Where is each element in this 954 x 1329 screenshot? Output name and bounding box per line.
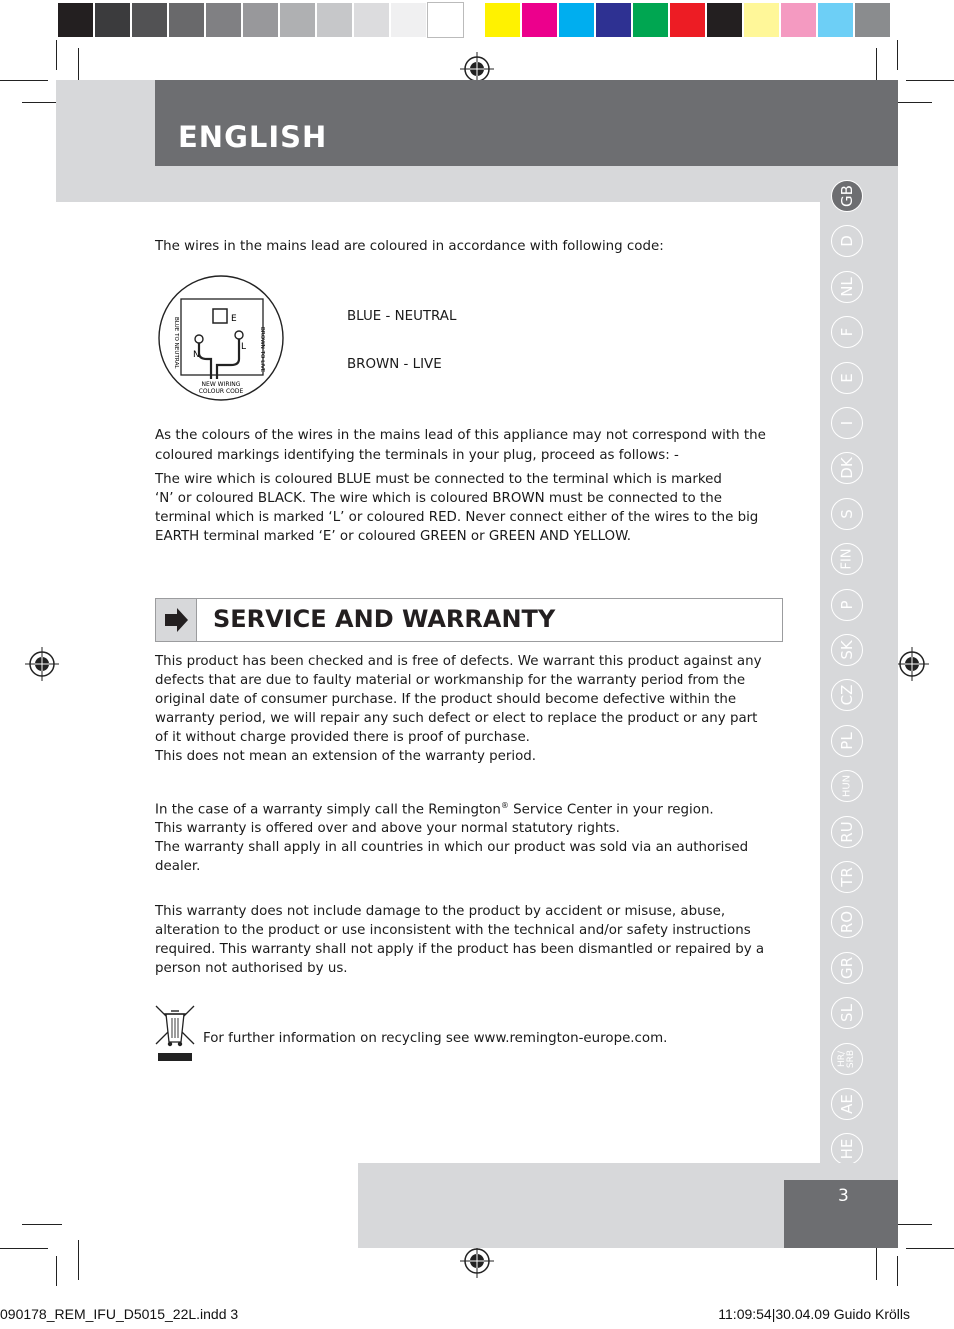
crop-mark [906,80,954,81]
gray-swatch [391,3,426,37]
blue-to-neutral-label: BLUE TO NEUTRAL [173,317,179,369]
arrow-right-icon [156,599,196,641]
language-tab-s[interactable] [831,498,863,530]
wiring-paragraph-1-line-2: coloured markings identifying the terminals in your plug, proceed as follows: - [155,448,679,463]
language-code: GR [838,956,856,979]
language-tab-fin[interactable] [831,543,863,575]
gray-swatch [354,3,389,37]
crop-mark [892,1224,932,1225]
text-line: dealer. [155,859,201,875]
language-code: F [838,327,856,337]
text-line: The warranty shall apply in all countries in which our product was sold via an authorised [155,840,749,856]
color-swatch [781,3,816,37]
language-tab-nl[interactable] [831,271,863,303]
wiring-paragraph-2-line-2: ‘N’ or coloured BLACK. The wire which is coloured BROWN must be connected to the [155,491,722,506]
color-swatch [485,3,520,37]
language-tab-f[interactable] [831,316,863,348]
language-code: I [838,420,856,426]
print-slug-timestamp: 11:09:54|30.04.09 Guido Krölls [718,1306,910,1322]
wiring-paragraph-2-line-1: The wire which is coloured BLUE must be connected to the terminal which is marked [155,472,722,487]
language-tab-hun[interactable] [831,770,863,802]
text-line: defects that are due to faulty material or workmanship for the warranty period from the [155,673,746,688]
text-line: required. This warranty shall not apply if the product has been dismantled or repaired by a [155,942,765,957]
section-arrow-box [155,598,197,642]
language-code: RO [838,911,856,934]
language-tab-gb[interactable] [831,180,863,212]
language-tab-gr[interactable] [831,952,863,984]
text-line: original date of consumer purchase. If the product should become defective within the [155,692,737,707]
color-swatch [522,3,557,37]
crop-mark [0,80,48,81]
crop-mark [78,1240,79,1280]
page-title: ENGLISH [178,120,328,154]
brown-live-label: BROWN - LIVE [347,357,442,372]
color-swatch [633,3,668,37]
text-line: This product has been checked and is free of defects. We warrant this product against any [155,654,762,669]
color-swatch [707,3,742,37]
brown-to-live-label: BROWN TO LIVE [259,327,265,373]
language-tab-p[interactable] [831,589,863,621]
earth-terminal-label: E [231,314,237,324]
crossed-out-bin-icon [154,1004,196,1064]
language-code: RU [838,820,856,843]
gray-swatch [206,3,241,37]
color-swatch [596,3,631,37]
neutral-terminal-label: N [193,350,200,360]
language-tab-pl[interactable] [831,725,863,757]
language-code: PL [838,732,856,750]
text-line: This does not mean an extension of the warranty period. [155,749,537,764]
language-code: P [838,600,856,610]
color-swatch [744,3,779,37]
text-line: person not authorised by us. [155,961,348,976]
text-line: This warranty is offered over and above your normal statutory rights. [155,821,620,837]
language-code: D [838,235,856,248]
warranty-paragraph-3 [155,902,764,978]
crop-mark [56,40,57,70]
registration-mark-icon [460,1244,494,1278]
warranty-paragraph-1 [155,652,762,766]
warranty-paragraph-2 [155,796,748,876]
registration-mark-icon [895,647,929,681]
crop-mark [897,40,898,70]
live-terminal-label: L [241,342,247,352]
registration-mark-icon [25,647,59,681]
page-number: 3 [838,1186,849,1206]
gray-swatch [280,3,315,37]
wiring-paragraph-2-line-3: terminal which is marked ‘L’ or coloured RED. Never connect either of the wires to the big [155,510,759,525]
crop-mark [22,1224,62,1225]
gray-swatch [243,3,278,37]
language-code: HE [838,1139,856,1160]
language-code: HUN [841,775,853,798]
language-code: GB [838,185,856,207]
color-swatch [855,3,890,37]
text-line: warranty period, we will repair any such defect or elect to replace the product or any part [155,711,758,726]
crop-mark [897,1256,898,1286]
crop-mark [0,1248,48,1249]
color-swatch [559,3,594,37]
language-code: SK [838,640,856,660]
wiring-paragraph-1-line-1: As the colours of the wires in the mains lead of this appliance may not correspond with the [155,428,766,443]
print-slug-file: 090178_REM_IFU_D5015_22L.indd 3 [0,1306,239,1322]
gray-swatch [317,3,352,37]
language-tab-hr-srb[interactable] [831,1043,863,1075]
recycling-info: For further information on recycling see www.remington-europe.com. [203,1031,668,1046]
language-tab-ru[interactable] [831,816,863,848]
language-code: FIN [839,548,855,570]
crop-mark [906,1248,954,1249]
text-span: In the case of a warranty simply call the Remington [155,802,501,818]
language-tab-tr[interactable] [831,861,863,893]
gray-swatch [169,3,204,37]
language-tab-sk[interactable] [831,634,863,666]
section-title: SERVICE AND WARRANTY [213,605,556,633]
language-code: DK [838,457,856,480]
gray-swatch [95,3,130,37]
wiring-code-line1: NEW WIRING [201,381,241,388]
language-code: AE [838,1094,856,1114]
blue-neutral-label: BLUE - NEUTRAL [347,309,457,324]
language-code: HR/ SRB [837,1049,856,1068]
wiring-paragraph-2-line-4: EARTH terminal marked ‘E’ or coloured GREEN or GREEN AND YELLOW. [155,529,632,544]
color-swatch [670,3,705,37]
plug-wiring-diagram-icon [155,275,287,401]
crop-mark [892,102,932,103]
gray-swatch [428,3,463,37]
text-line: This warranty does not include damage to the product by accident or misuse, abuse, [155,904,726,919]
language-tab-e[interactable] [831,362,863,394]
language-tab-ae[interactable] [831,1088,863,1120]
gray-swatch [58,3,93,37]
language-tab-i[interactable] [831,407,863,439]
language-code: SL [838,1004,856,1023]
text-line: alteration to the product or use inconsistent with the technical and/or safety instructions [155,923,751,938]
registered-mark: ® [500,801,509,810]
crop-mark [56,1256,57,1286]
language-tab-sl[interactable] [831,997,863,1029]
language-code: CZ [838,685,856,706]
language-code: S [838,509,856,519]
gray-swatch [132,3,167,37]
text-span: Service Center in your region. [508,802,714,818]
language-code: TR [838,867,856,887]
language-code: E [838,372,856,383]
language-code: NL [838,277,856,297]
color-swatch [818,3,853,37]
text-line: of it without charge provided there is proof of purchase. [155,730,530,745]
wiring-code-line2: COLOUR CODE [198,388,244,395]
wiring-intro: The wires in the mains lead are coloured in accordance with following code: [155,239,664,254]
text-line [155,796,748,819]
